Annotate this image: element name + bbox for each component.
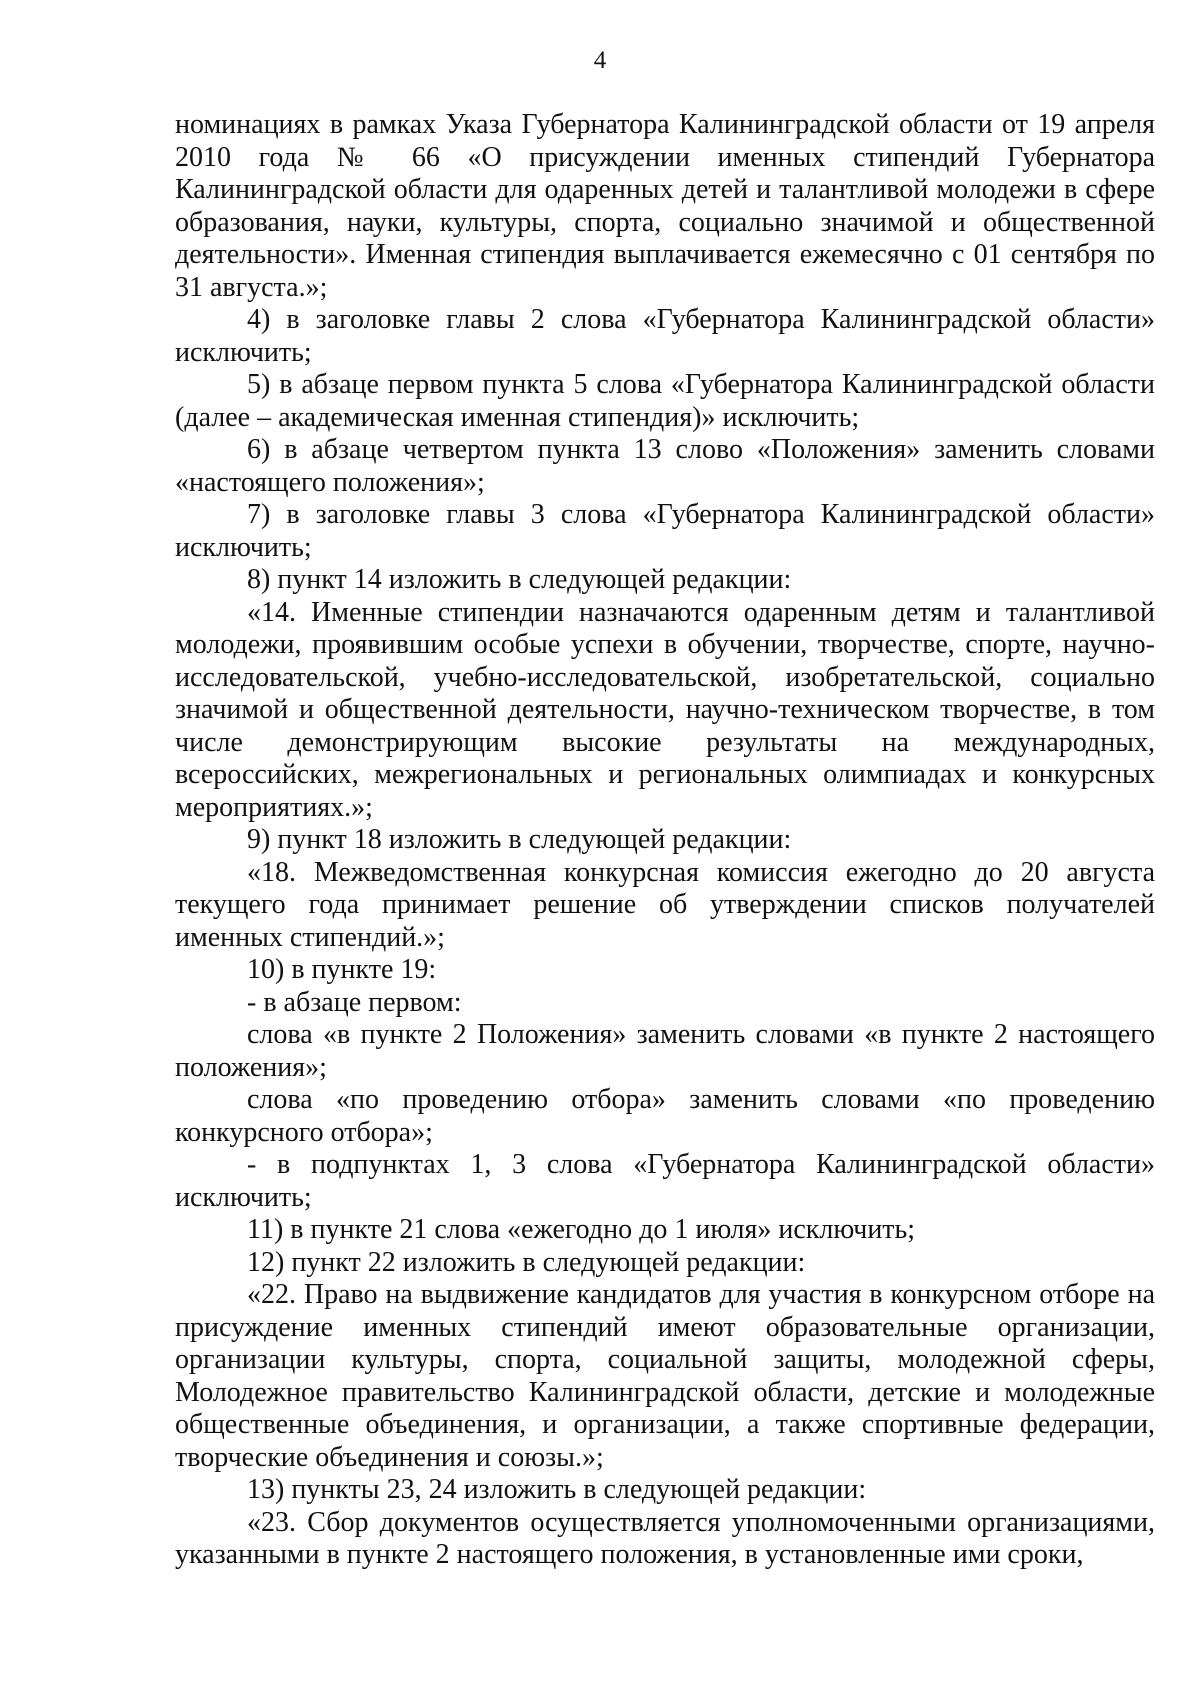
paragraph-item-8: 8) пункт 14 изложить в следующей редакции: (247, 564, 792, 595)
paragraph-continuation: номинациях в рамках Указа Губернатора Калининградской области от 19 апреля 2010 года № 66 «О присуждении именных стипендий Губернатора Калининградской области для одаренных детей и талантливой молодежи в сфере образования, науки, культуры, спорта, социально значимой и общественной деятельности». Именная стипендия выплачивается ежемесячно с 01 сентября по 31 августа.»; (175, 109, 1155, 303)
paragraph-subpoints: - в подпунктах 1, 3 слова «Губернатора Калининградской области» исключить; (175, 1149, 1155, 1213)
paragraph-first-abzac: - в абзаце первом: (247, 986, 462, 1018)
paragraph-words-otbor: слова «по проведению отбора» заменить словами «по проведению конкурсного отбора»; (175, 1084, 1155, 1148)
paragraph-item-5: 5) в абзаце первом пункта 5 слова «Губернатора Калининградской области (далее – академическая именная стипендия)» исключить; (175, 369, 1155, 433)
paragraph-item-9: 9) пункт 18 изложить в следующей редакции: (247, 824, 792, 855)
paragraph-quote-14: «14. Именные стипендии назначаются одаренным детям и талантливой молодежи, проявившим особые успехи в обучении, творчестве, спорте, научно-исследовательской, учебно-исследовательской, изобретательской, социально значимой и общественной деятельности, научно-техническом творчестве, в том числе демонстрирующим высокие результаты на международных, всероссийских, межрегиональных и региональных олимпиадах и конкурсных мероприятиях.»; (175, 596, 1155, 823)
paragraph-item-11: 11) в пункте 21 слова «ежегодно до 1 июля» исключить; (247, 1214, 916, 1245)
paragraph-item-13: 13) пункты 23, 24 изложить в следующей редакции: (247, 1474, 867, 1505)
paragraph-item-12: 12) пункт 22 изложить в следующей редакции: (247, 1246, 806, 1278)
paragraph-item-10: 10) в пункте 19: (247, 954, 437, 985)
paragraph-item-6: 6) в абзаце четвертом пункта 13 слово «Положения» заменить словами «настоящего положения»; (175, 434, 1155, 498)
paragraph-quote-18: «18. Межведомственная конкурсная комиссия ежегодно до 20 августа текущего года принимает решение об утверждении списков получателей именных стипендий.»; (175, 856, 1155, 953)
paragraph-item-4: 4) в заголовке главы 2 слова «Губернатора Калининградской области» исключить; (175, 304, 1155, 368)
document-body (175, 109, 1155, 1572)
paragraph-quote-23: «23. Сбор документов осуществляется уполномоченными организациями, указанными в пункте 2 настоящего положения, в установленные ими сроки, (175, 1506, 1155, 1570)
paragraph-words-punkt-2: слова «в пункте 2 Положения» заменить словами «в пункте 2 настоящего положения»; (175, 1019, 1155, 1083)
page-number: 4 (593, 47, 607, 74)
paragraph-item-7: 7) в заголовке главы 3 слова «Губернатора Калининградской области» исключить; (175, 499, 1155, 563)
paragraph-quote-22: «22. Право на выдвижение кандидатов для участия в конкурсном отборе на присуждение именных стипендий имеют образовательные организации, организации культуры, спорта, социальной защиты, молодежной сферы, Молодежное правительство Калининградской области, детские и молодежные общественные объединения, и организации, а также спортивные федерации, творческие объединения и союзы.»; (175, 1279, 1155, 1473)
